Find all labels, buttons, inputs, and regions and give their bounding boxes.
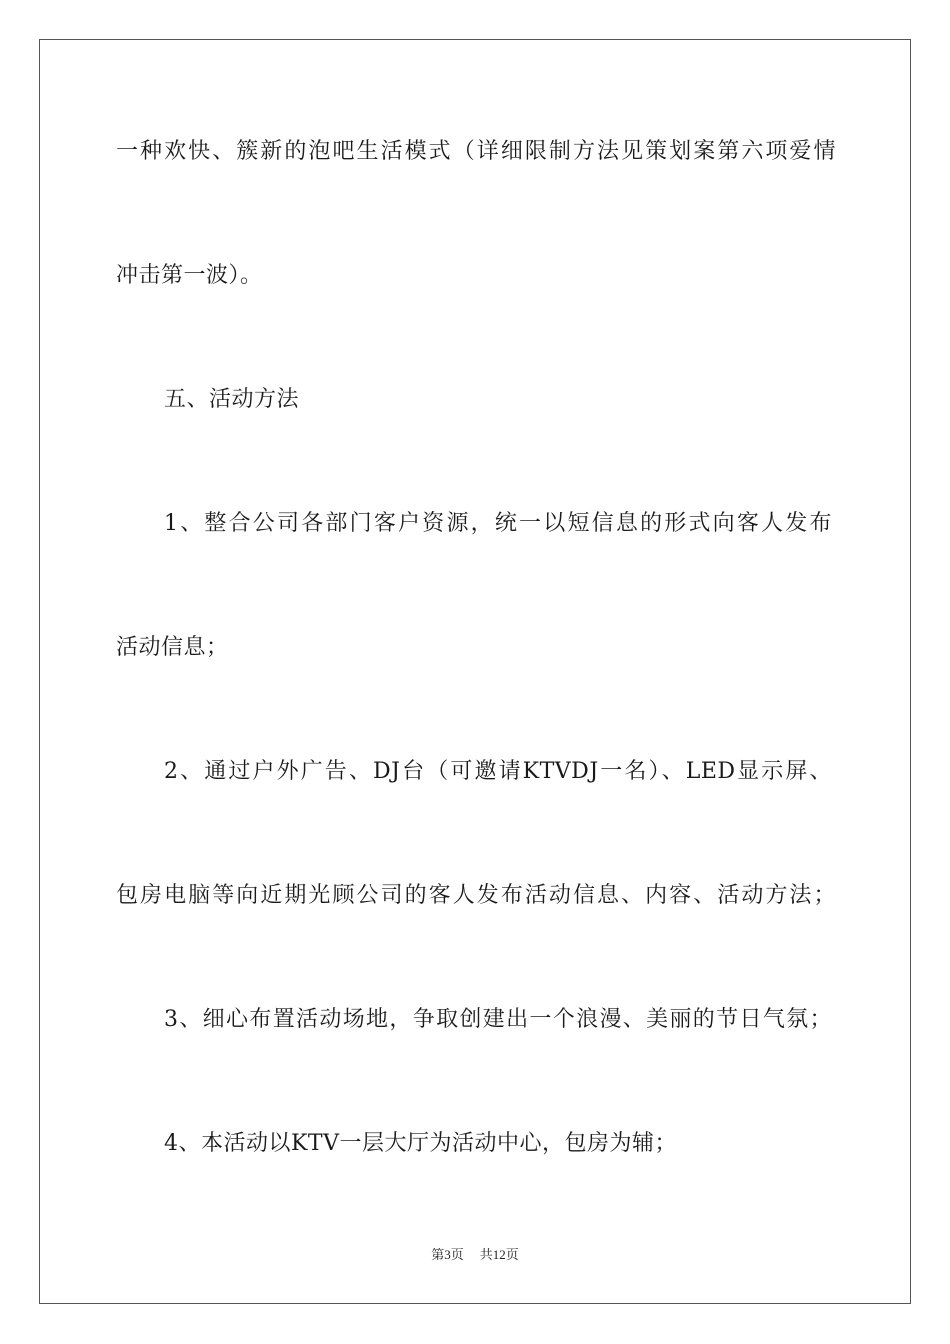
- body-text-line: 活动信息；: [116, 635, 229, 660]
- body-text-line: 冲击第一波）。: [116, 263, 263, 288]
- body-text-line: 4、本活动以KTV一层大厅为活动中心，包房为辅；: [164, 1131, 677, 1156]
- body-text-line: 包房电脑等向近期光顾公司的客人发布活动信息、内容、活动方法；: [116, 883, 836, 908]
- page-border: [39, 39, 911, 1304]
- body-text-line: 2、通过户外广告、DJ台（可邀请KTVDJ一名）、LED显示屏、: [164, 759, 832, 784]
- body-text-line: 3、细心布置活动场地，争取创建出一个浪漫、美丽的节日气氛；: [164, 1007, 832, 1032]
- page-number: 第3页: [431, 1247, 464, 1262]
- body-text-line: 1、整合公司各部门客户资源，统一以短信息的形式向客人发布: [164, 511, 832, 536]
- section-heading: 五、活动方法: [164, 387, 300, 412]
- body-text-line: 一种欢快、簇新的泡吧生活模式（详细限制方法见策划案第六项爱情: [116, 139, 836, 164]
- page-footer: [0, 1247, 950, 1263]
- page-total: 共12页: [479, 1247, 519, 1262]
